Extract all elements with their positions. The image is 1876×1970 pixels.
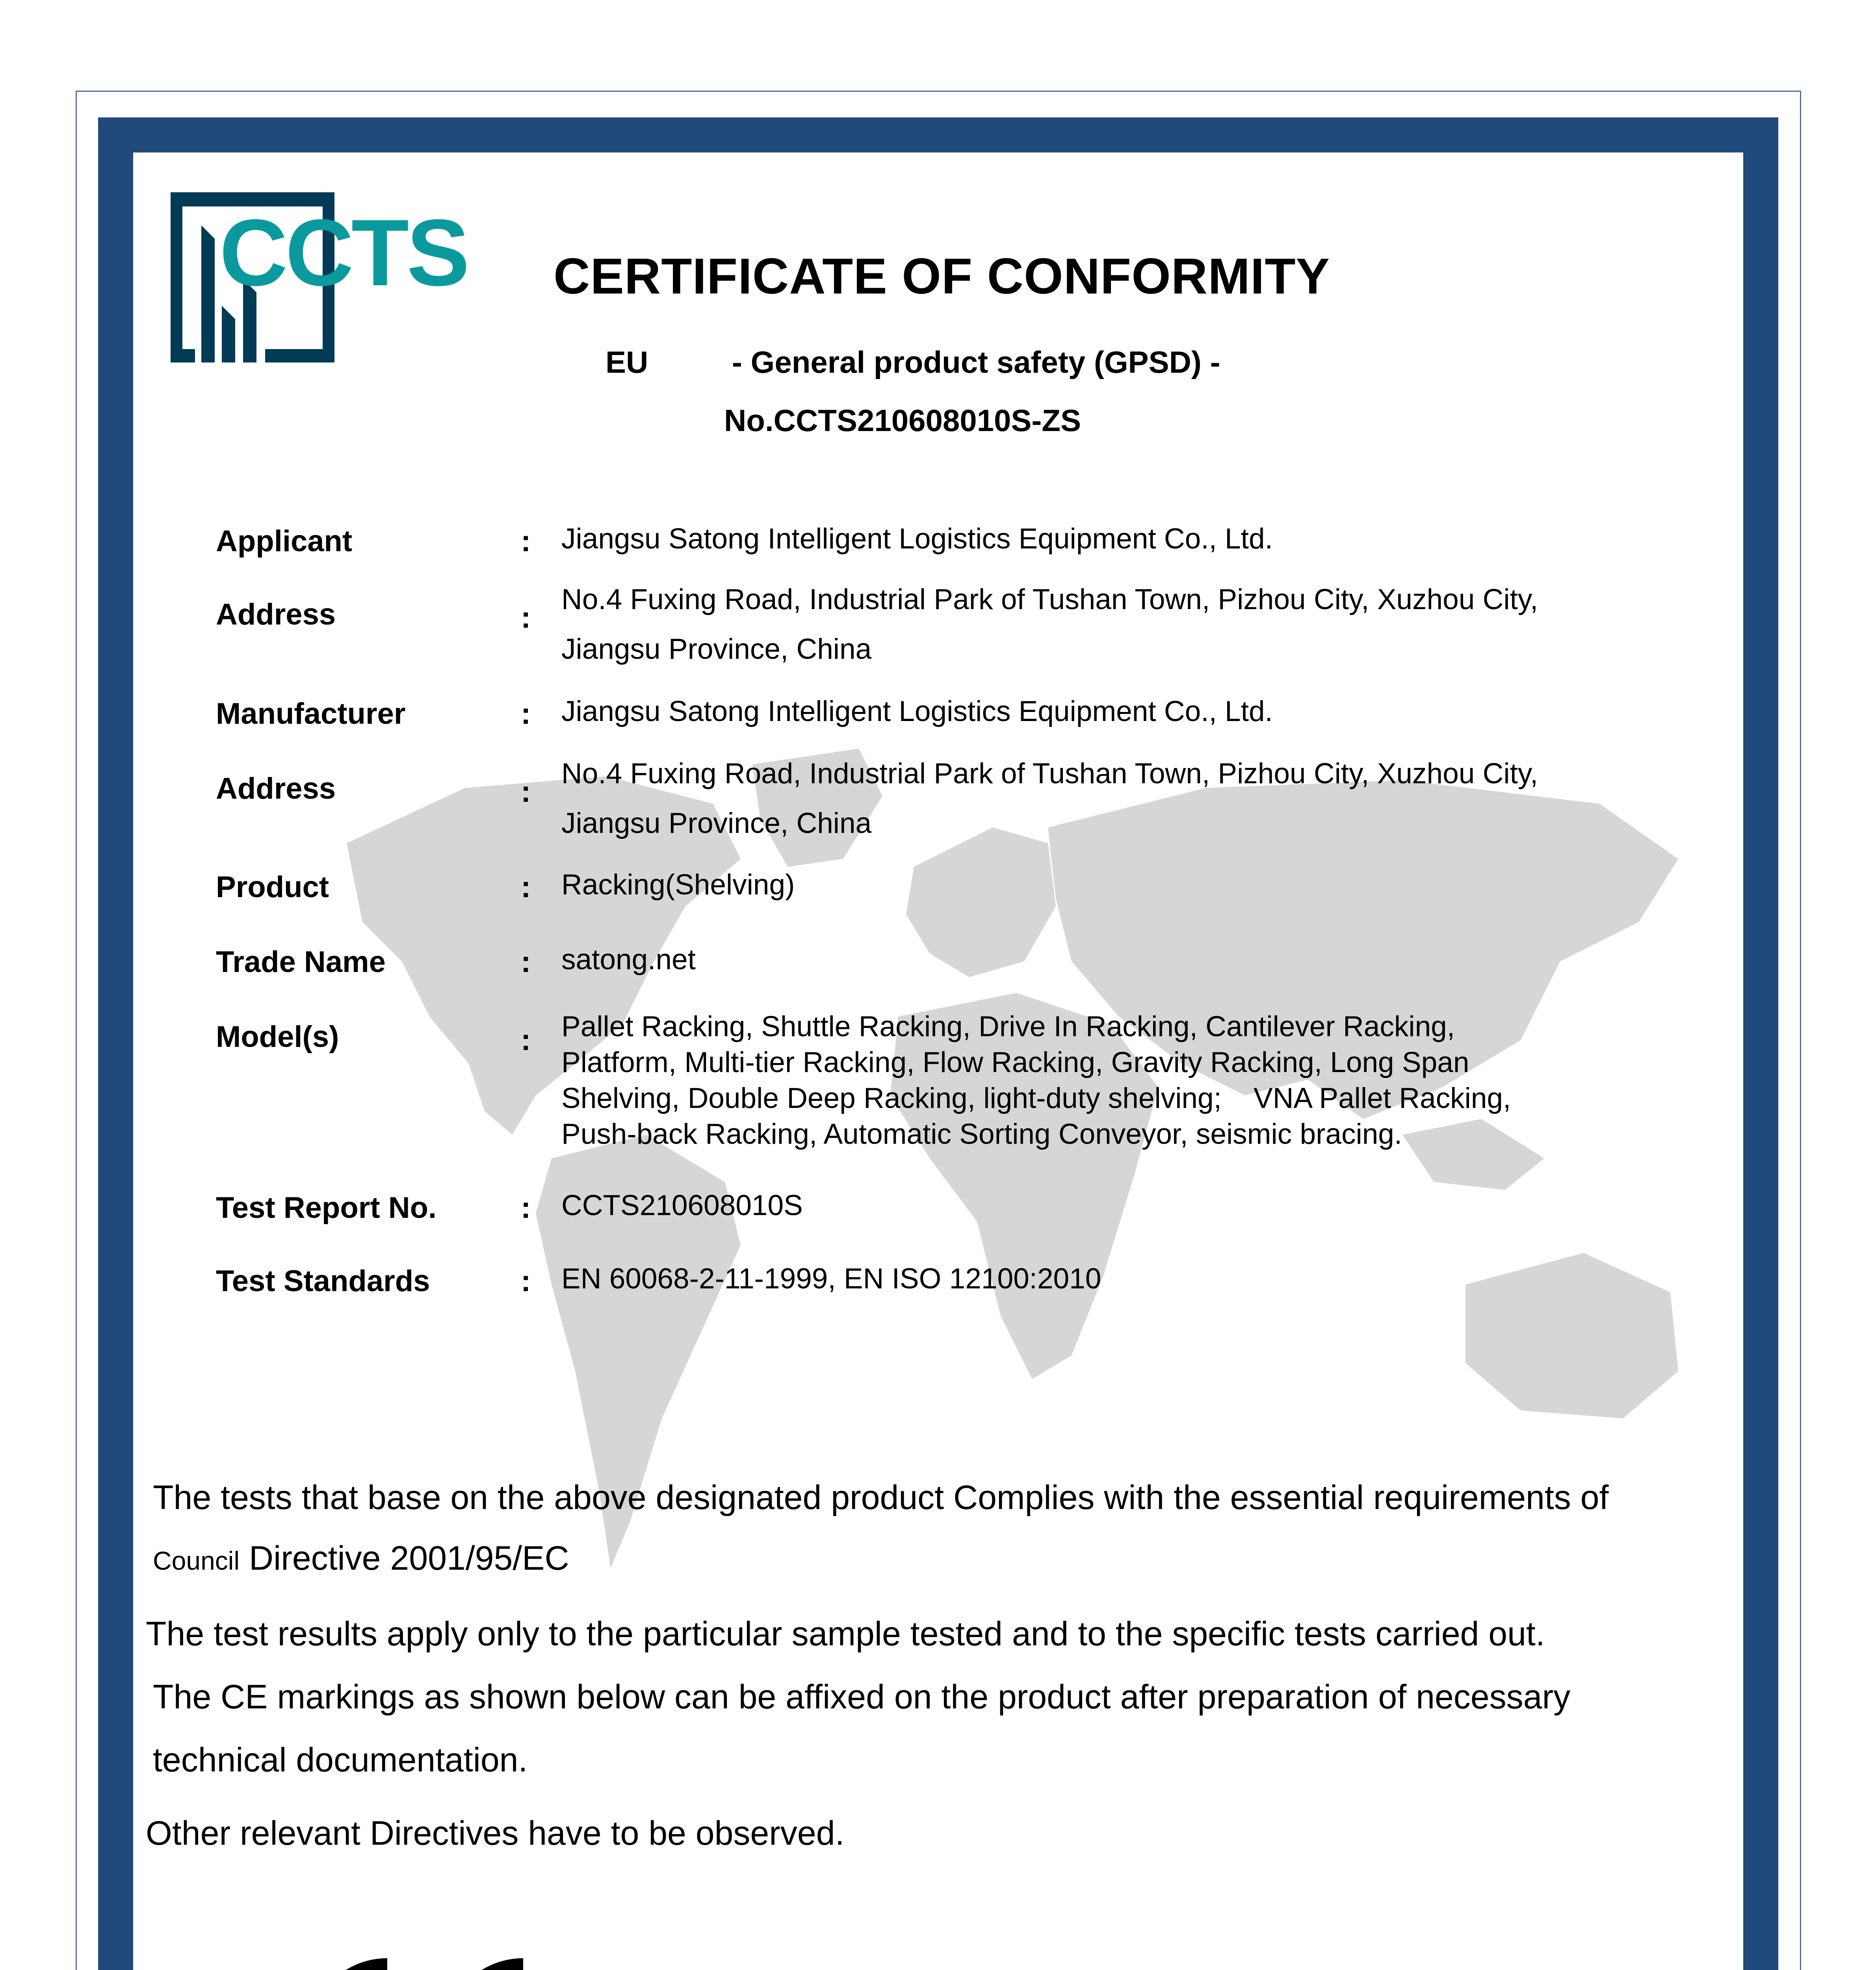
statement-line: technical documentation. [153, 1741, 528, 1779]
logo-text: CCTS [219, 200, 468, 305]
field-label: Applicant [216, 524, 353, 558]
field-value: Jiangsu Satong Intelligent Logistics Equipment Co., Ltd. [561, 523, 1273, 555]
field-label: Manufacturer [216, 697, 406, 730]
certificate-number: No.CCTS210608010S-ZS [724, 403, 1081, 438]
field-value: satong.net [561, 944, 696, 976]
ccts-logo [171, 192, 468, 362]
field-value-line: Jiangsu Province, China [561, 633, 872, 665]
field-label: Address [216, 772, 336, 805]
field-value: Jiangsu Satong Intelligent Logistics Equipment Co., Ltd. [561, 695, 1273, 727]
field-colon: : [521, 945, 531, 979]
world-map-watermark [299, 741, 1733, 1671]
field-colon: : [521, 870, 531, 904]
field-value: CCTS210608010S [561, 1189, 803, 1221]
model-line: Push-back Racking, Automatic Sorting Conveyor, seismic bracing. [561, 1118, 1402, 1150]
field-colon: : [521, 601, 531, 634]
field-value: EN 60068-2-11-1999, EN ISO 12100:2010 [561, 1263, 1101, 1295]
field-label: Model(s) [216, 1020, 339, 1054]
field-label: Product [216, 870, 329, 904]
map-europe [906, 827, 1056, 977]
ce-mark-icon [299, 1958, 531, 1970]
region-label: EU [606, 345, 648, 379]
model-line: Pallet Racking, Shuttle Racking, Drive In Racking, Cantilever Racking, [561, 1011, 1455, 1043]
map-australia [1466, 1253, 1678, 1418]
field-value-line: No.4 Fuxing Road, Industrial Park of Tushan Town, Pizhou City, Xuzhou City, [561, 758, 1538, 790]
council-word: Council [153, 1546, 240, 1575]
models-list [561, 1009, 1511, 1152]
statement-line: Other relevant Directives have to be observed. [146, 1814, 845, 1852]
field-colon: : [521, 1264, 531, 1298]
field-label: Address [216, 598, 336, 631]
model-line: Platform, Multi-tier Racking, Flow Racking, Gravity Racking, Long Span [561, 1046, 1469, 1078]
page-title: CERTIFICATE OF CONFORMITY [554, 248, 1330, 305]
field-label: Test Report No. [216, 1191, 437, 1225]
field-colon: : [521, 1023, 531, 1057]
directive-ref: Directive 2001/95/EC [240, 1539, 569, 1577]
statement-directive [153, 1539, 569, 1578]
field-value-line: No.4 Fuxing Road, Industrial Park of Tushan Town, Pizhou City, Xuzhou City, [561, 584, 1538, 615]
statement-line: The CE markings as shown below can be affixed on the product after preparation of necessary [153, 1678, 1571, 1716]
field-colon: : [521, 775, 531, 808]
field-colon: : [521, 697, 531, 730]
directive-label: - General product safety (GPSD) - [732, 345, 1220, 379]
field-colon: : [521, 1191, 531, 1225]
field-value-line: Jiangsu Province, China [561, 807, 872, 839]
field-colon: : [521, 524, 531, 558]
statement-line: The tests that base on the above designated product Complies with the essential requirements of [153, 1479, 1609, 1517]
field-label: Test Standards [216, 1264, 430, 1298]
model-line: Shelving, Double Deep Racking, light-duty shelving; VNA Pallet Racking, [561, 1082, 1511, 1114]
field-value: Racking(Shelving) [561, 869, 795, 901]
field-label: Trade Name [216, 945, 386, 979]
statement-line: The test results apply only to the particular sample tested and to the specific tests carried out. [146, 1615, 1545, 1653]
